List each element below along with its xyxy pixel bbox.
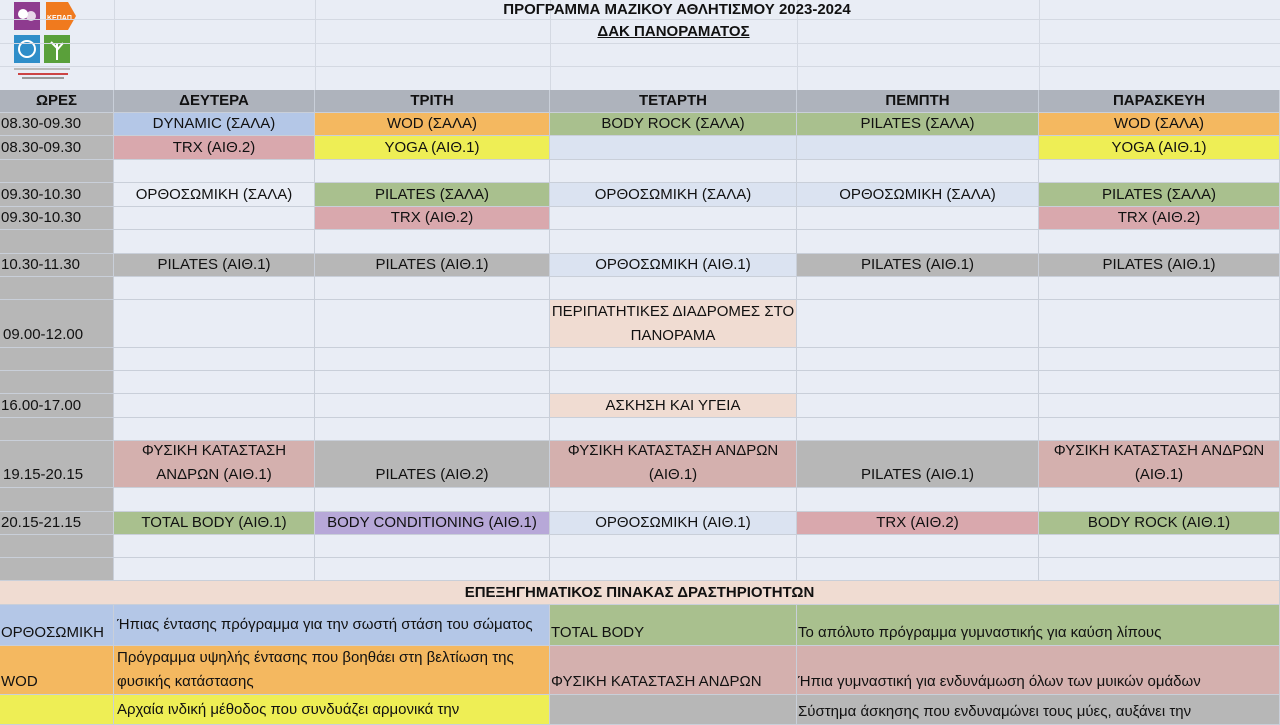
blank-cell xyxy=(315,418,550,441)
class-cell xyxy=(114,300,315,348)
blank-cell xyxy=(315,277,550,300)
blank-cell xyxy=(550,535,797,558)
column-header: ΠΕΜΠΤΗ xyxy=(797,90,1039,113)
blank-cell xyxy=(114,488,315,512)
legend-activity-desc: Ήπια γυμναστική για ενδυνάμωση όλων των μυικών ομάδων xyxy=(797,646,1280,695)
blank-cell xyxy=(315,230,550,254)
class-cell: BODY ROCK (ΣΑΛΑ) xyxy=(550,113,797,136)
class-cell: TRX (ΑΙΘ.2) xyxy=(797,512,1039,535)
time-cell: 09.30-10.30 xyxy=(0,183,114,207)
legend-title: ΕΠΕΞΗΓΗΜΑΤΙΚΟΣ ΠΙΝΑΚΑΣ ΔΡΑΣΤΗΡΙΟΤΗΤΩΝ xyxy=(0,581,1280,605)
column-header: ΤΕΤΑΡΤΗ xyxy=(550,90,797,113)
class-cell xyxy=(1039,300,1280,348)
blank-cell xyxy=(1039,160,1280,183)
blank-cell xyxy=(797,348,1039,371)
blank-cell xyxy=(1039,558,1280,581)
blank-cell xyxy=(114,558,315,581)
legend-activity-desc: Αρχαία ινδική μέθοδος που συνδυάζει αρμονικά την xyxy=(114,695,550,725)
blank-cell xyxy=(797,558,1039,581)
class-cell xyxy=(797,394,1039,418)
class-cell xyxy=(797,136,1039,160)
class-cell: ΟΡΘΟΣΩΜΙΚΗ (ΑΙΘ.1) xyxy=(550,512,797,535)
class-cell xyxy=(315,300,550,348)
blank-cell xyxy=(797,230,1039,254)
time-cell: 08.30-09.30 xyxy=(0,113,114,136)
class-cell: PILATES (ΑΙΘ.1) xyxy=(315,254,550,277)
class-cell: PILATES (ΣΑΛΑ) xyxy=(1039,183,1280,207)
blank-cell xyxy=(797,160,1039,183)
legend-activity-name: WOD xyxy=(0,646,114,695)
blank-cell xyxy=(1039,418,1280,441)
time-cell: 09.30-10.30 xyxy=(0,207,114,230)
blank-cell xyxy=(550,488,797,512)
class-cell: PILATES (ΑΙΘ.1) xyxy=(114,254,315,277)
legend-activity-name: ΟΡΘΟΣΩΜΙΚΗ xyxy=(0,605,114,646)
blank-cell xyxy=(1039,277,1280,300)
column-header: ΤΡΙΤΗ xyxy=(315,90,550,113)
blank-cell xyxy=(0,160,114,183)
class-cell: PILATES (ΣΑΛΑ) xyxy=(797,113,1039,136)
kepap-logo xyxy=(12,0,82,82)
class-cell: ΟΡΘΟΣΩΜΙΚΗ (ΣΑΛΑ) xyxy=(550,183,797,207)
blank-cell xyxy=(114,277,315,300)
legend-activity-desc: Το απόλυτο πρόγραμμα γυμναστικής για καύση λίπους xyxy=(797,605,1280,646)
blank-cell xyxy=(1039,230,1280,254)
class-cell xyxy=(550,136,797,160)
blank-cell xyxy=(114,160,315,183)
class-cell xyxy=(114,207,315,230)
class-cell: PILATES (ΣΑΛΑ) xyxy=(315,183,550,207)
page-subtitle: ΔΑΚ ΠΑΝΟΡΑΜΑΤΟΣ xyxy=(597,23,750,40)
class-cell: ΦΥΣΙΚΗ ΚΑΤΑΣΤΑΣΗ ΑΝΔΡΩΝ (ΑΙΘ.1) xyxy=(1039,441,1280,488)
blank-cell xyxy=(550,371,797,394)
class-cell: ΦΥΣΙΚΗ ΚΑΤΑΣΤΑΣΗ ΑΝΔΡΩΝ (ΑΙΘ.1) xyxy=(114,441,315,488)
class-cell xyxy=(315,394,550,418)
class-cell: TOTAL BODY (ΑΙΘ.1) xyxy=(114,512,315,535)
blank-cell xyxy=(550,230,797,254)
legend-activity-name: ΦΥΣΙΚΗ ΚΑΤΑΣΤΑΣΗ ΑΝΔΡΩΝ xyxy=(550,646,797,695)
class-cell: ΑΣΚΗΣΗ ΚΑΙ ΥΓΕΙΑ xyxy=(550,394,797,418)
column-header: ΠΑΡΑΣΚΕΥΗ xyxy=(1039,90,1280,113)
class-cell xyxy=(1039,394,1280,418)
class-cell: BODY ROCK (ΑΙΘ.1) xyxy=(1039,512,1280,535)
class-cell: PILATES (ΑΙΘ.1) xyxy=(797,441,1039,488)
class-cell xyxy=(550,207,797,230)
blank-cell xyxy=(315,371,550,394)
time-cell: 16.00-17.00 xyxy=(0,394,114,418)
blank-cell xyxy=(1039,371,1280,394)
class-cell xyxy=(114,394,315,418)
blank-cell xyxy=(1039,348,1280,371)
blank-cell xyxy=(797,535,1039,558)
blank-cell xyxy=(114,535,315,558)
blank-cell xyxy=(315,160,550,183)
class-cell: YOGA (ΑΙΘ.1) xyxy=(315,136,550,160)
time-cell: 09.00-12.00 xyxy=(0,300,114,348)
blank-cell xyxy=(550,418,797,441)
blank-cell xyxy=(0,488,114,512)
class-cell: PILATES (ΑΙΘ.2) xyxy=(315,441,550,488)
blank-cell xyxy=(315,488,550,512)
blank-cell xyxy=(114,418,315,441)
page-title: ΠΡΟΓΡΑΜΜΑ ΜΑΖΙΚΟΥ ΑΘΛΗΤΙΣΜΟΥ 2023-2024 xyxy=(503,0,851,18)
class-cell: ΟΡΘΟΣΩΜΙΚΗ (ΣΑΛΑ) xyxy=(797,183,1039,207)
column-header: ΩΡΕΣ xyxy=(0,90,114,113)
blank-cell xyxy=(1039,488,1280,512)
class-cell: TRX (ΑΙΘ.2) xyxy=(1039,207,1280,230)
time-cell: 08.30-09.30 xyxy=(0,136,114,160)
blank-cell xyxy=(550,277,797,300)
column-header: ΔΕΥΤΕΡΑ xyxy=(114,90,315,113)
blank-cell xyxy=(0,535,114,558)
class-cell xyxy=(797,300,1039,348)
blank-cell xyxy=(315,348,550,371)
blank-cell xyxy=(0,277,114,300)
class-cell: TRX (ΑΙΘ.2) xyxy=(114,136,315,160)
blank-cell xyxy=(1039,535,1280,558)
class-cell: BODY CONDITIONING (ΑΙΘ.1) xyxy=(315,512,550,535)
legend-activity-desc: Ήπιας έντασης πρόγραμμα για την σωστή στάση του σώματος xyxy=(114,605,550,646)
blank-cell xyxy=(797,277,1039,300)
legend-activity-desc: Σύστημα άσκησης που ενδυναμώνει τους μύες, αυξάνει την xyxy=(797,695,1280,725)
blank-cell xyxy=(114,371,315,394)
class-cell: DYNAMIC (ΣΑΛΑ) xyxy=(114,113,315,136)
blank-cell xyxy=(550,558,797,581)
legend-activity-name xyxy=(0,695,114,725)
blank-cell xyxy=(0,371,114,394)
blank-cell xyxy=(0,348,114,371)
class-cell: WOD (ΣΑΛΑ) xyxy=(1039,113,1280,136)
blank-cell xyxy=(0,418,114,441)
blank-cell xyxy=(797,371,1039,394)
blank-cell xyxy=(114,230,315,254)
blank-cell xyxy=(114,348,315,371)
legend-activity-name xyxy=(550,695,797,725)
time-cell: 10.30-11.30 xyxy=(0,254,114,277)
class-cell: PILATES (ΑΙΘ.1) xyxy=(1039,254,1280,277)
blank-cell xyxy=(315,558,550,581)
class-cell: ΠΕΡΙΠΑΤΗΤΙΚΕΣ ΔΙΑΔΡΟΜΕΣ ΣΤΟ ΠΑΝΟΡΑΜΑ xyxy=(550,300,797,348)
time-cell: 20.15-21.15 xyxy=(0,512,114,535)
blank-cell xyxy=(0,230,114,254)
blank-cell xyxy=(797,488,1039,512)
time-cell: 19.15-20.15 xyxy=(0,441,114,488)
class-cell xyxy=(797,207,1039,230)
class-cell: YOGA (ΑΙΘ.1) xyxy=(1039,136,1280,160)
class-cell: PILATES (ΑΙΘ.1) xyxy=(797,254,1039,277)
blank-cell xyxy=(0,558,114,581)
legend-activity-desc: Πρόγραμμα υψηλής έντασης που βοηθάει στη βελτίωση της φυσικής κατάστασης xyxy=(114,646,550,695)
class-cell: ΟΡΘΟΣΩΜΙΚΗ (ΑΙΘ.1) xyxy=(550,254,797,277)
class-cell: ΦΥΣΙΚΗ ΚΑΤΑΣΤΑΣΗ ΑΝΔΡΩΝ (ΑΙΘ.1) xyxy=(550,441,797,488)
class-cell: WOD (ΣΑΛΑ) xyxy=(315,113,550,136)
legend-activity-name: TOTAL BODY xyxy=(550,605,797,646)
class-cell: TRX (ΑΙΘ.2) xyxy=(315,207,550,230)
blank-cell xyxy=(797,418,1039,441)
blank-cell xyxy=(315,535,550,558)
blank-cell xyxy=(550,160,797,183)
blank-cell xyxy=(550,348,797,371)
class-cell: ΟΡΘΟΣΩΜΙΚΗ (ΣΑΛΑ) xyxy=(114,183,315,207)
